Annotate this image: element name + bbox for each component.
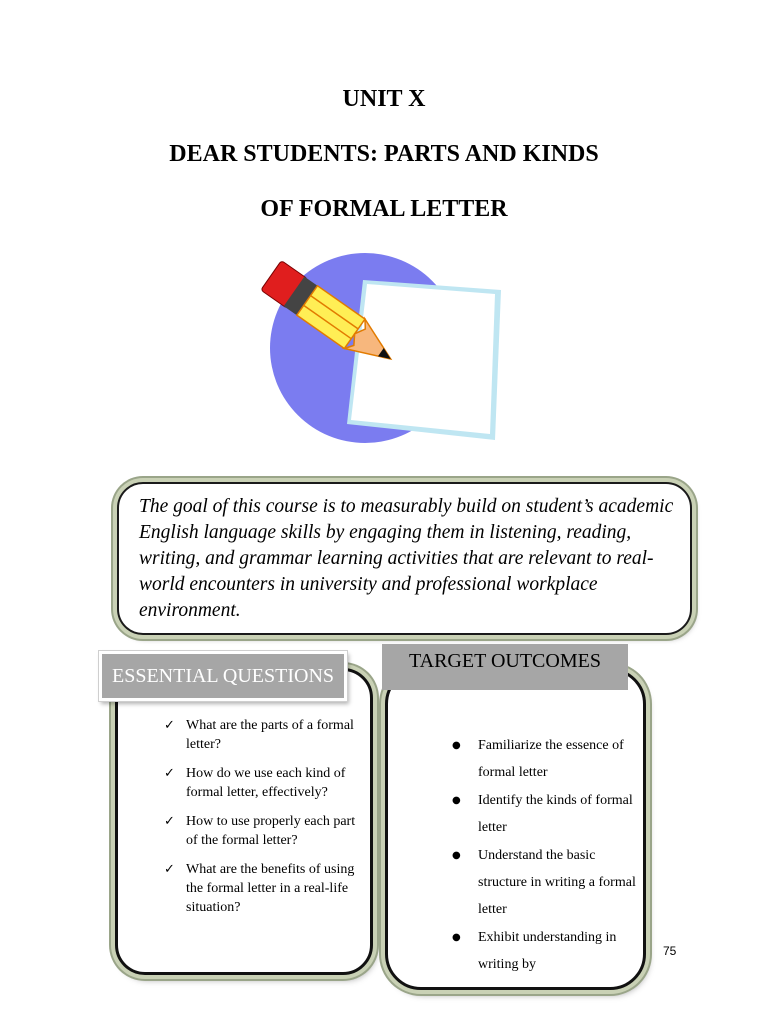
question-text: How to use properly each part of the formal letter? [186, 814, 356, 848]
unit-title: UNIT X [342, 86, 426, 112]
page-title-line-1: DEAR STUDENTS: PARTS AND KINDS [169, 141, 599, 167]
list-item [452, 924, 637, 978]
question-text: What are the benefits of using the formal letter in a real-life situation? [186, 862, 355, 915]
list-item [160, 812, 360, 850]
page-number: 75 [663, 944, 677, 958]
target-outcomes-list [452, 732, 637, 979]
checkmark-icon: ✓ [164, 718, 175, 733]
outcome-text: Understand the basic structure in writing a formal letter [478, 848, 636, 917]
outcome-text: Familiarize the essence of formal letter [478, 738, 624, 780]
target-outcomes-header: TARGET OUTCOMES [382, 644, 628, 690]
course-goal-text: The goal of this course is to measurably build on student’s academic English language skills by engaging them in listening, reading, writing, and grammar learning activities that are relevant to real-world encounters in university and professional workplace environment. [139, 496, 674, 621]
bullet-icon: ● [452, 932, 461, 943]
course-goal-box [117, 482, 692, 635]
list-item [160, 860, 360, 917]
question-text: How do we use each kind of formal letter, effectively? [186, 766, 346, 800]
list-item [452, 787, 637, 841]
list-item [160, 716, 360, 754]
paper-sheet [347, 280, 501, 440]
page-title-line-2: OF FORMAL LETTER [260, 196, 508, 222]
outcome-text: Exhibit understanding in writing by [478, 930, 617, 972]
outcome-text: Identify the kinds of formal letter [478, 793, 633, 835]
checkmark-icon: ✓ [164, 766, 175, 781]
pencil-and-paper-icon [255, 250, 510, 450]
bullet-icon: ● [452, 740, 461, 751]
bullet-icon: ● [452, 850, 461, 861]
checkmark-icon: ✓ [164, 814, 175, 829]
list-item [452, 732, 637, 786]
essential-questions-list [160, 716, 360, 927]
list-item [452, 842, 637, 923]
bullet-icon: ● [452, 795, 461, 806]
question-text: What are the parts of a formal letter? [186, 718, 354, 752]
list-item [160, 764, 360, 802]
checkmark-icon: ✓ [164, 862, 175, 877]
essential-questions-header: ESSENTIAL QUESTIONS [99, 651, 347, 701]
